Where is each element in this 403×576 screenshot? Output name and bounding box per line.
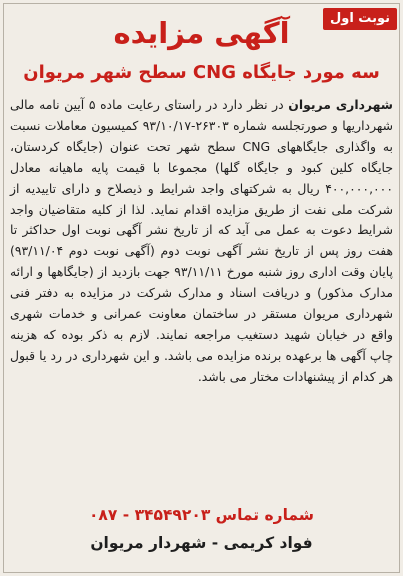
signer-line: فواد کریمی - شهردار مریوان [90, 534, 313, 552]
ad-body-text: در نظر دارد در راستای رعایت ماده ۵ آیین نامه مالی شهرداریها و صورتجلسه شماره ۲۶۳۰۳-۹۳/۱۰/۱۷ کمیسیون معاملات نسبت به واگذاری جایگاههای CNG سطح شهر تحت عنوان (جایگاه کردستان، جایگاه کلین کبود و جایگاه گلها) مجموعا با قیمت پایه ماهیانه معادل ۴۰۰,۰۰۰,۰۰۰ ریال به شرکتهای واجد شرایط و ذیصلاح و دارای تاییدیه از شرکت ملی نفت از طریق مزایده اقدام نماید. لذا از کلیه متقاضیان واجد شرایط دعوت به عمل می آید که از تاریخ نشر آگهی نوبت اول حداکثر تا هفت روز پس از تاریخ نشر آگهی نوبت دوم (آگهی نوبت دوم ۹۳/۱۱/۰۴) پایان وقت اداری روز شنبه مورخ ۹۳/۱۱/۱۱ جهت بازدید از (جایگاهها و ارائه مدارک مذکور) و دریافت اسناد و مدارک شرکت در مزایده به دفتر فنی شهرداری مریوان مستقر در ساختمان معاونت عمرانی و خدمات شهری واقع در خیابان شهید دستغیب مراجعه نمایند. لازم به ذکر بوده که هزینه چاپ آگهی ها برعهده برنده مزایده می باشد. و این شهرداری در رد یا قبول هر کدام از پیشنهادات مختار می باشد. [10, 97, 394, 384]
ad-body-lead: شهرداری مریوان [288, 97, 393, 112]
contact-phone: شماره تماس ۳۴۵۴۹۲۰۳ - ۰۸۷ [88, 506, 315, 524]
ad-subtitle: سه مورد جایگاه CNG سطح شهر مریوان [23, 62, 380, 83]
ad-title: آگهی مزایده [113, 16, 290, 50]
first-turn-badge: نوبت اول [323, 8, 397, 30]
ad-body [10, 95, 393, 388]
